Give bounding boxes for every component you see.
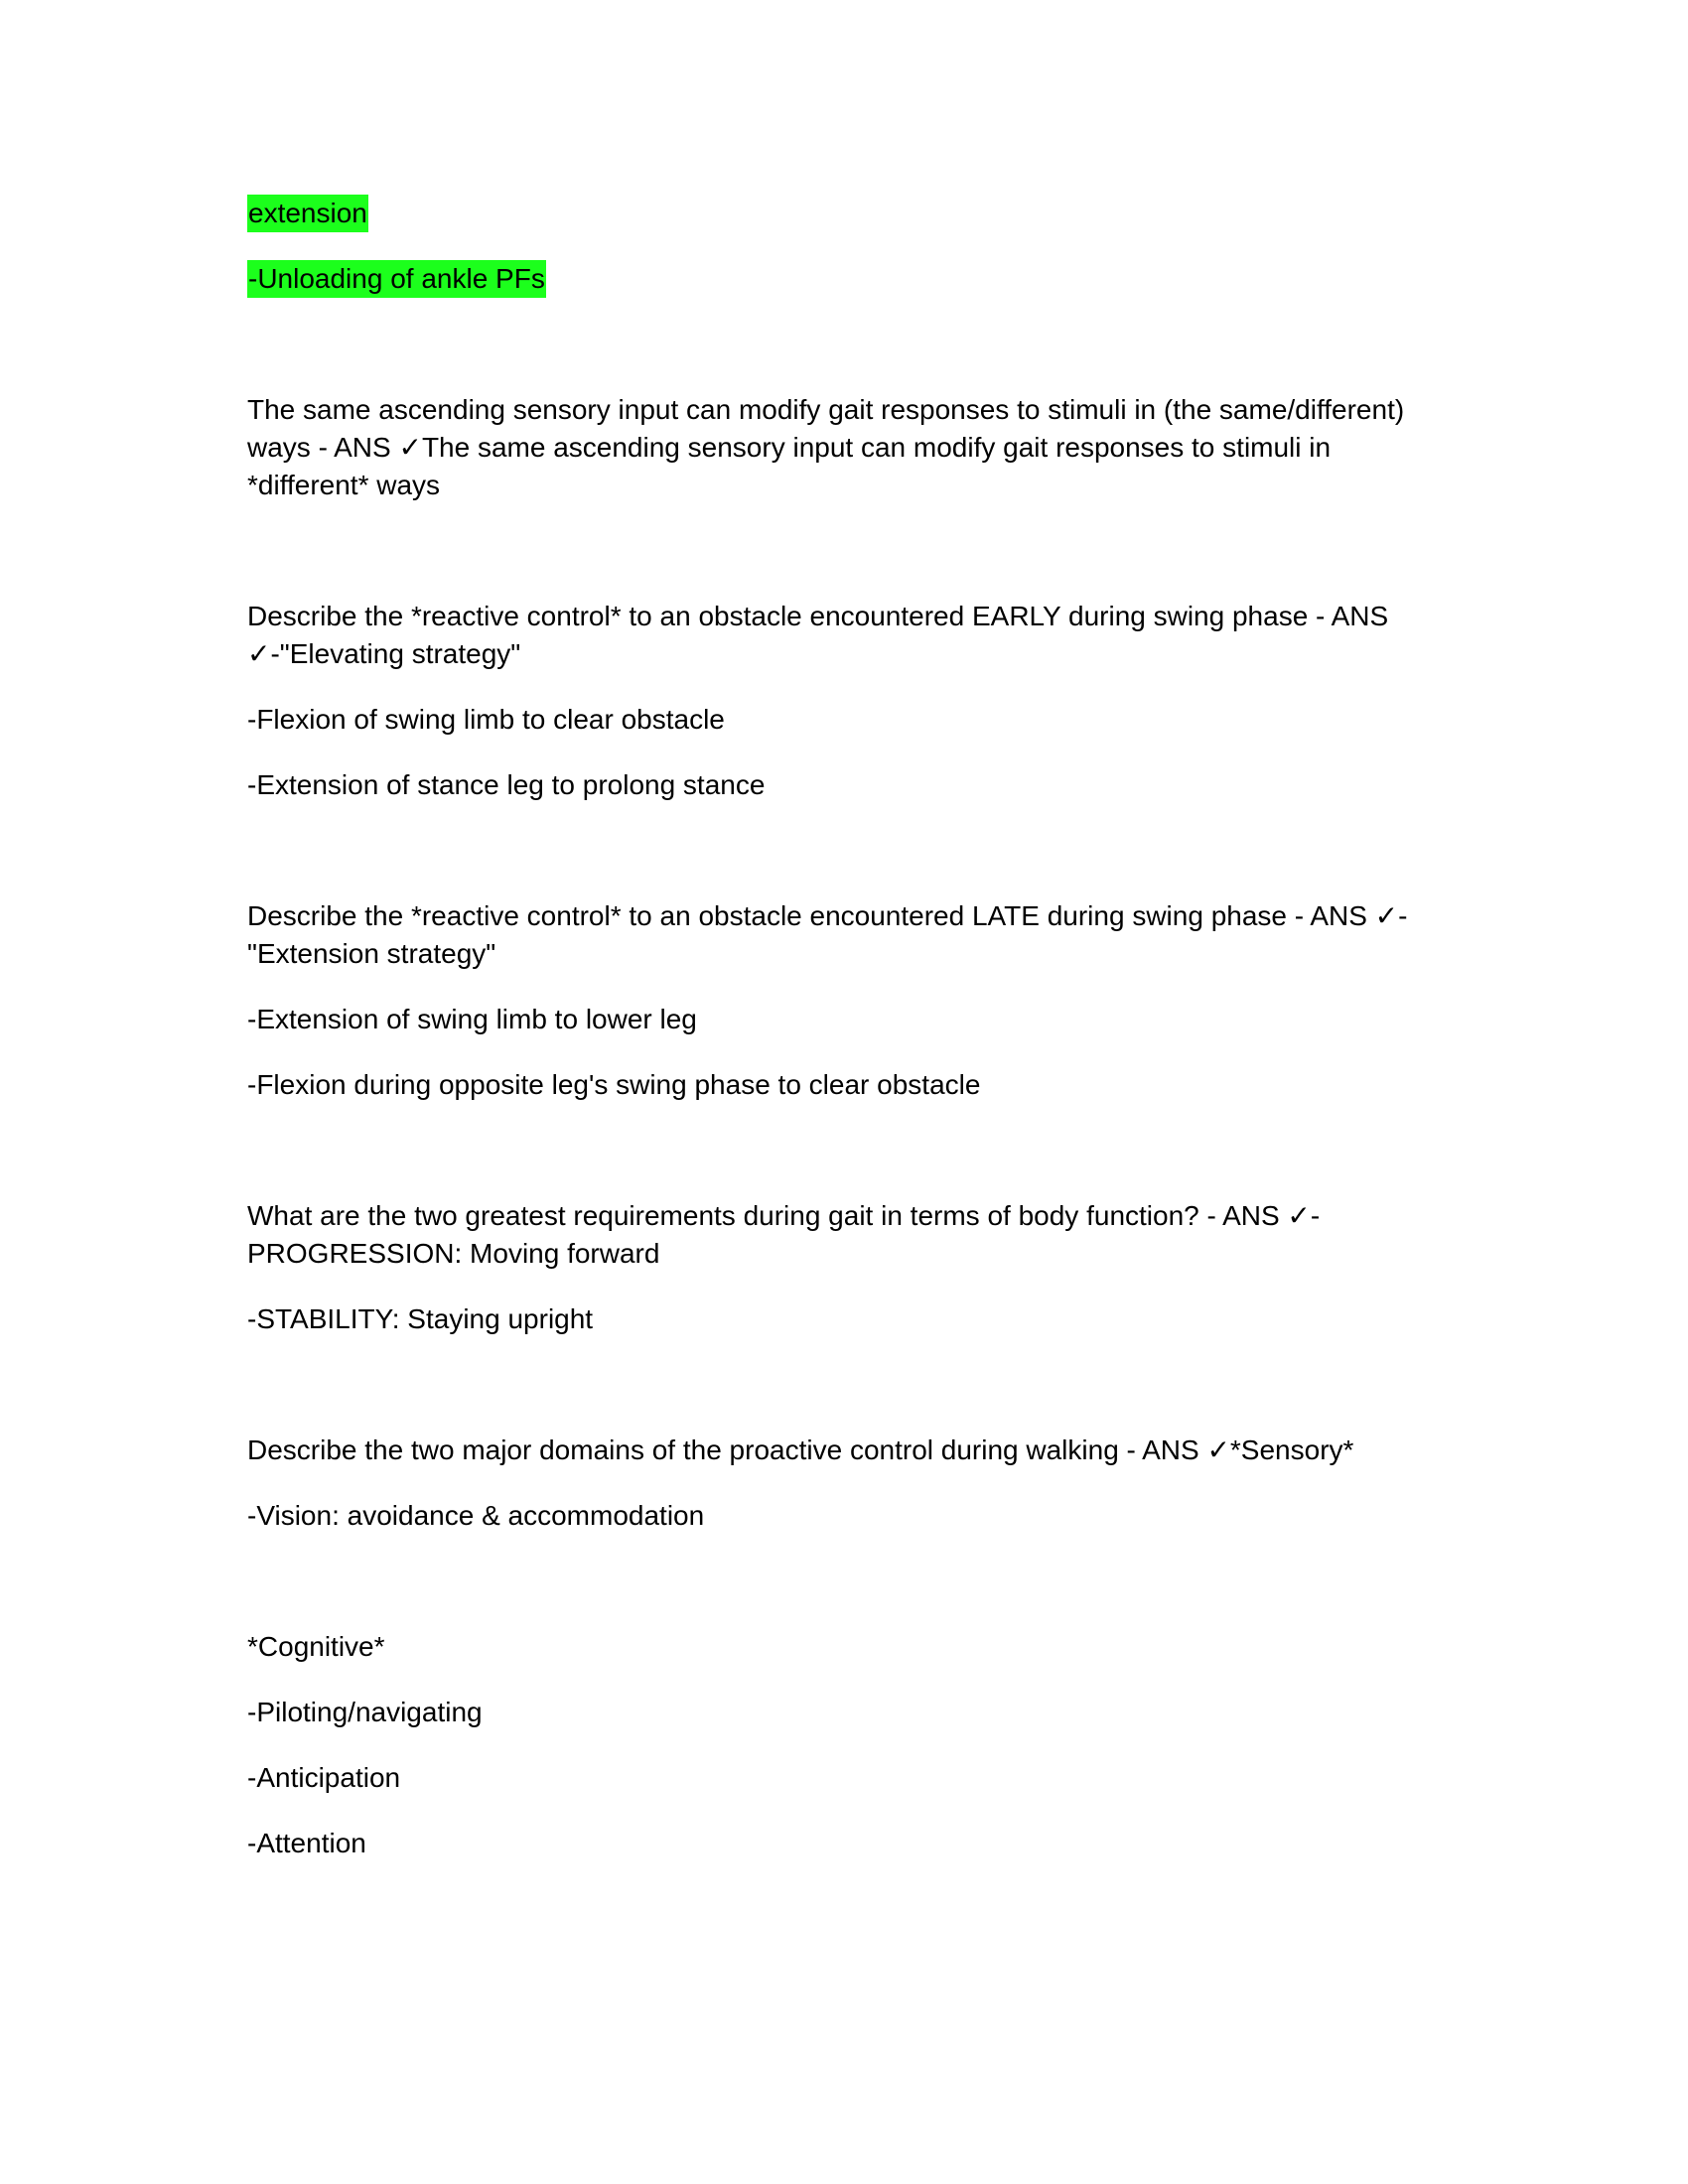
document-content	[247, 195, 1409, 1862]
spacer	[247, 739, 1409, 766]
question-paragraph: Describe the *reactive control* to an obstacle encountered EARLY during swing phase - ANS ✓-"Elevating strategy"	[247, 601, 1389, 669]
spacer	[247, 1038, 1409, 1066]
section-heading: *Cognitive*	[247, 1631, 385, 1662]
detail-line: -Extension of stance leg to prolong stance	[247, 769, 766, 800]
spacer	[247, 1104, 1409, 1197]
spacer	[247, 1273, 1409, 1300]
spacer	[247, 804, 1409, 897]
spacer	[247, 1338, 1409, 1432]
detail-line: -Flexion during opposite leg's swing phase to clear obstacle	[247, 1069, 981, 1100]
spacer	[247, 298, 1409, 391]
highlighted-line	[247, 195, 1409, 232]
spacer	[247, 1469, 1409, 1497]
question-paragraph: Describe the two major domains of the proactive control during walking - ANS ✓*Sensory*	[247, 1434, 1354, 1465]
spacer	[247, 504, 1409, 598]
detail-line: -Vision: avoidance & accommodation	[247, 1500, 705, 1531]
spacer	[247, 1535, 1409, 1628]
spacer	[247, 673, 1409, 701]
question-paragraph: What are the two greatest requirements during gait in terms of body function? - ANS ✓-PROGRESSION: Moving forward	[247, 1200, 1321, 1269]
detail-line: -Flexion of swing limb to clear obstacle	[247, 704, 725, 735]
detail-line: -Extension of swing limb to lower leg	[247, 1004, 697, 1034]
spacer	[247, 1666, 1409, 1694]
question-paragraph: The same ascending sensory input can modify gait responses to stimuli in (the same/different) ways - ANS ✓The same ascending sensory input can modify gait responses to stimuli in *different* ways	[247, 394, 1405, 500]
spacer	[247, 973, 1409, 1001]
detail-line: -STABILITY: Staying upright	[247, 1303, 594, 1334]
highlighted-line	[247, 260, 1409, 298]
spacer	[247, 1797, 1409, 1825]
detail-line: -Anticipation	[247, 1762, 401, 1793]
highlight-text: extension	[247, 195, 368, 232]
detail-line: -Attention	[247, 1828, 366, 1858]
highlight-text: -Unloading of ankle PFs	[247, 260, 546, 298]
detail-line: -Piloting/navigating	[247, 1697, 483, 1727]
spacer	[247, 1731, 1409, 1759]
question-paragraph: Describe the *reactive control* to an obstacle encountered LATE during swing phase - ANS ✓-"Extension strategy"	[247, 900, 1408, 969]
spacer	[247, 232, 1409, 260]
